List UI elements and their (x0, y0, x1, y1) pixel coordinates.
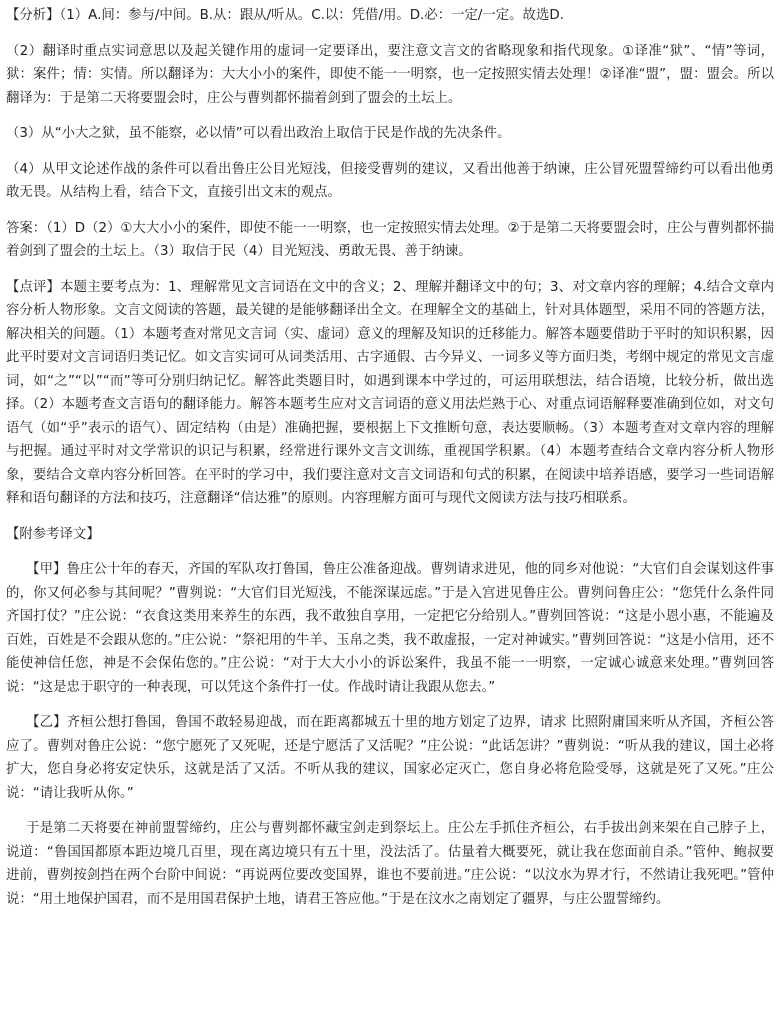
translation-yi: 【乙】齐桓公想打鲁国，鲁国不敢轻易迎战，而在距离都城五十里的地方划定了边界，请求 比照附庸国来听从齐国，齐桓公答应了。曹刿对鲁庄公说：“您宁愿死了又死呢，还是宁愿活了又活呢？”庄公说：“此话怎讲？”曹刿说：“听从我的建议，国土必将扩大，您自身必将安定快乐，这就是活了又活。不听从我的建议，国家必定灭亡，您自身必将危险受辱，这就是死了又死。”庄公说：“请让我听从你。” (6, 715, 774, 801)
translation-last: 于是第二天将要在神前盟誓缔约，庄公与曹刿都怀藏宝剑走到祭坛上。庄公左手抓住齐桓公，右手拔出剑来架在自己脖子上，说道：“鲁国国都原本距边境几百里，现在离边境只有五十里，没法活了。估量着大概要死，就让我在您面前自杀。”管仲、鲍叔要进前，曹刿按剑挡在两个台阶中间说：“再说两位要改变国界，谁也不要前进。”庄公说：“以汶水为界才行，不然请让我死吧。”管仲说：“用土地保护国君，而不是用国君保护土地，请君王答应他。”于是在汶水之南划定了疆界，与庄公盟誓缔约。 (6, 821, 774, 907)
analysis-part-2: （2）翻译时重点实词意思以及起关键作用的虚词一定要译出，要注意文言文的省略现象和指代现象。①译准“狱”、“情”等词，狱：案件；情：实情。所以翻译为：大大小小的案件，即使不能一一明察，也一定按照实情去处理！②译准“盟”，盟：盟会。所以翻译为：于是第二天将要盟会时，庄公与曹刿都怀揣着剑到了盟会的土坛上。 (6, 43, 774, 106)
analysis-part-4: （4）从甲文论述作战的条件可以看出鲁庄公目光短浅，但接受曹刿的建议，又看出他善于纳谏，庄公冒死盟誓缔约可以看出他勇敢无畏。从结构上看，结合下文，直接引出文末的观点。 (6, 161, 774, 200)
analysis-part-3: （3）从“小大之狱，虽不能察，必以情”可以看出政治上取信于民是作战的先决条件。 (6, 126, 511, 141)
translation-heading: 【附参考译文】 (6, 526, 100, 542)
analysis-part-1: 【分析】（1）A.间：参与/中间。B.从：跟从/听从。C.以：凭借/用。D.必：一定/一定。故选D. (6, 8, 564, 23)
translation-jia: 【甲】鲁庄公十年的春天，齐国的军队攻打鲁国，鲁庄公准备迎战。曹刿请求进见，他的同乡对他说：“大官们自会谋划这件事的，你又何必参与其间呢？”曹刿说：“大官们目光短浅，不能深谋远虑。”于是入宫进见鲁庄公。曹刿问鲁庄公：“您凭什么条件同齐国打仗？”庄公说：“衣食这类用来养生的东西，我不敢独自享用，一定把它分给别人。”曹刿回答说：“这是小恩小惠，不能遍及百姓，百姓是不会跟从您的。”庄公说：“祭祀用的牛羊、玉帛之类，我不敢虚报，一定对神诚实。”曹刿回答说：“这是小信用，还不能使神信任您，神是不会保佑您的。”庄公说：“对于大大小小的诉讼案件，我虽不能一一明察，一定诚心诚意来处理。”曹刿回答说：“这是忠于职守的一种表现，可以凭这个条件打一仗。作战时请让我跟从您去。” (6, 562, 774, 695)
comment-paragraph: 【点评】本题主要考点为：1、理解常见文言词语在文中的含义；2、理解并翻译文中的句；3、对文章内容的理解；4.结合文章内容分析人物形象。文言文阅读的答题，最关键的是能够翻译出全文。在理解全文的基础上，针对具体题型，采用不同的答题方法，解决相关的问题。（1）本题考查对常见文言词（实、虚词）意义的理解及知识的迁移能力。解答本题要借助于平时的知识积累，因此平时要对文言词语归类记忆。如文言实词可从词类活用、古字通假、古今异义、一词多义等方面归类，考纲中规定的常见文言虚词，如“之”“以”“而”等可分别归纳记忆。解答此类题目时，如遇到课本中学过的，可运用联想法，结合语境，比较分析，做出选择。（2）本题考查文言语句的翻译能力。解答本题考生应对文言词语的意义用法烂熟于心、对重点词语解释要准确到位如，对文句语气（如“乎”表示的语气）、固定结构（由是）准确把握，要根据上下文推断句意，表达要顺畅。（3）本题考查对文章内容的理解与把握。通过平时对文学常识的识记与积累，经常进行课外文言文训练，重视国学积累。（4）本题考查结合文章内容分析人物形象，要结合文章内容分析回答。在平时的学习中，我们要注意对文言文词语和句式的积累，在阅读中培养语感，要学习一些词语解释和语句翻译的方法和技巧，注意翻译“信达雅”的原则。内容理解方面可与现代文阅读方法与技巧相联系。 (6, 279, 774, 506)
answer-paragraph: 答案：（1）D（2）①大大小小的案件，即使不能一一明察，也一定按照实情去处理。②于是第二天将要盟会时，庄公与曹刿都怀揣着剑到了盟会的土坛上。（3）取信于民（4）目光短浅、勇敢无畏、善于纳谏。 (6, 220, 774, 259)
